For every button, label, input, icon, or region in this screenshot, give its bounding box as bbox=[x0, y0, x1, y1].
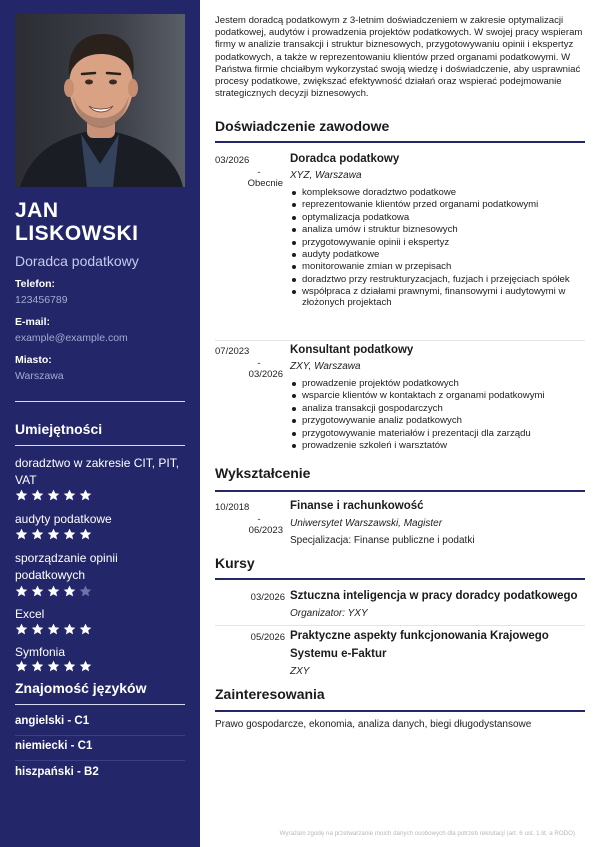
duty-item: prowadzenie szkoleń i warsztatów bbox=[290, 440, 585, 451]
skill-rating bbox=[15, 660, 92, 672]
star-filled-icon bbox=[31, 528, 44, 540]
date-separator: - bbox=[257, 166, 261, 178]
gdpr-consent-note: Wyrażam zgodę na przetwarzanie moich danych osobowych dla potrzeb rekrutacji (art. 6 ust. 1 lit. a RODO) bbox=[279, 830, 575, 837]
skills-heading-rule bbox=[15, 445, 185, 446]
skill-name: Excel bbox=[15, 607, 45, 621]
phone-value: 123456789 bbox=[15, 294, 68, 306]
sidebar-divider bbox=[15, 401, 185, 402]
job-duties bbox=[290, 187, 585, 310]
star-filled-icon bbox=[47, 528, 60, 540]
job-title: Doradca podatkowy bbox=[290, 153, 400, 165]
education-title: Finanse i rachunkowość bbox=[290, 500, 424, 512]
education-heading: Wykształcenie bbox=[215, 465, 311, 481]
job-duties bbox=[290, 378, 585, 452]
experience-heading: Doświadczenie zawodowe bbox=[215, 118, 390, 134]
language-divider bbox=[15, 735, 185, 736]
course-date: 05/2026 bbox=[250, 632, 285, 643]
course-title-line1: Praktyczne aspekty funkcjonowania Krajowego bbox=[290, 630, 549, 642]
languages-heading: Znajomość języków bbox=[15, 680, 147, 696]
profile-summary: Jestem doradcą podatkowym z 3-letnim doświadczeniem w zakresie optymalizacji podatkowej, audytów i prowadzenia projektów podatkowych. W swojej pracy wspieram firmy w analizie transakcji i struktur biznesowych, przygotowywaniu opinii i ekspertyz podatkowych, a także w reprezentowaniu klientów przed organami podatkowymi. W Państwa firmie chciałbym wykorzystać swoją wiedzę i doświadczenie, aby usprawniać procesy podatkowe, zwiększać efektywność działań oraz wspierać podejmowanie strategicznych decyzji biznesowych. bbox=[215, 15, 583, 100]
portrait-illustration bbox=[15, 14, 185, 187]
duty-item: optymalizacja podatkowa bbox=[290, 212, 585, 223]
date-from: 03/2026 bbox=[215, 155, 250, 166]
star-filled-icon bbox=[63, 585, 76, 597]
date-separator: - bbox=[257, 357, 261, 369]
duty-item: wsparcie klientów w kontaktach z organami podatkowymi bbox=[290, 390, 585, 401]
education-heading-rule bbox=[215, 490, 585, 492]
date-to: 03/2026 bbox=[248, 369, 283, 380]
education-school: Uniwersytet Warszawski, Magister bbox=[290, 518, 443, 529]
duty-item: analiza umów i struktur biznesowych bbox=[290, 224, 585, 235]
skill-name: Symfonia bbox=[15, 645, 66, 659]
last-name: LISKOWSKI bbox=[15, 222, 139, 245]
star-filled-icon bbox=[63, 528, 76, 540]
city-label: Miasto: bbox=[15, 354, 52, 366]
duty-item: monitorowanie zmian w przepisach bbox=[290, 261, 585, 272]
course-title: Sztuczna inteligencja w pracy doradcy podatkowego bbox=[290, 590, 578, 602]
sidebar bbox=[0, 0, 200, 847]
star-filled-icon bbox=[79, 489, 92, 501]
star-filled-icon bbox=[31, 623, 44, 635]
duty-item: reprezentowanie klientów przed organami podatkowymi bbox=[290, 199, 585, 210]
email-label: E-mail: bbox=[15, 316, 51, 328]
date-to: 06/2023 bbox=[248, 525, 283, 536]
profile-photo bbox=[15, 14, 185, 187]
skill-name: doradztwo w zakresie CIT, PIT, VAT bbox=[15, 456, 180, 487]
duty-item: prowadzenie projektów podatkowych bbox=[290, 378, 585, 389]
item-divider bbox=[215, 625, 585, 626]
job-date bbox=[215, 346, 283, 381]
courses-heading: Kursy bbox=[215, 555, 255, 571]
star-filled-icon bbox=[15, 528, 28, 540]
education-detail: Specjalizacja: Finanse publiczne i podatki bbox=[290, 535, 475, 546]
skills-heading: Umiejętności bbox=[15, 421, 103, 437]
language-item: hiszpański - B2 bbox=[15, 766, 99, 778]
education-date bbox=[215, 502, 283, 537]
course-organizer: Organizator: YXY bbox=[290, 608, 368, 619]
candidate-name bbox=[15, 199, 190, 245]
skill-name: sporządzanie opinii podatkowych bbox=[15, 551, 118, 582]
skill-rating bbox=[15, 585, 92, 597]
duty-item: przygotowywanie materiałów i prezentacji dla zarządu bbox=[290, 428, 585, 439]
email-value: example@example.com bbox=[15, 332, 128, 344]
interests-heading: Zainteresowania bbox=[215, 686, 325, 702]
job-title: Konsultant podatkowy bbox=[290, 344, 414, 356]
duty-item: doradztwo przy restrukturyzacjach, fuzjach i przejęciach spółek bbox=[290, 274, 585, 285]
star-filled-icon bbox=[15, 660, 28, 672]
duty-item: przygotowywanie opinii i ekspertyz bbox=[290, 237, 585, 248]
star-filled-icon bbox=[63, 660, 76, 672]
star-filled-icon bbox=[31, 585, 44, 597]
job-company: XYZ, Warszawa bbox=[290, 170, 362, 181]
language-item: niemiecki - C1 bbox=[15, 740, 93, 752]
skill-rating bbox=[15, 489, 92, 501]
phone-label: Telefon: bbox=[15, 278, 56, 290]
experience-heading-rule bbox=[215, 141, 585, 143]
skill-rating bbox=[15, 623, 92, 635]
star-filled-icon bbox=[31, 489, 44, 501]
duty-item: przygotowywanie analiz podatkowych bbox=[290, 415, 585, 426]
course-organizer: ZXY bbox=[290, 666, 310, 677]
interests-text: Prawo gospodarcze, ekonomia, analiza danych, biegi długodystansowe bbox=[215, 719, 532, 730]
language-item: angielski - C1 bbox=[15, 715, 90, 727]
star-filled-icon bbox=[15, 585, 28, 597]
star-filled-icon bbox=[47, 623, 60, 635]
interests-heading-rule bbox=[215, 710, 585, 712]
language-divider bbox=[15, 760, 185, 761]
star-filled-icon bbox=[15, 489, 28, 501]
duty-item: współpraca z działami prawnymi, finansowymi i audytowymi w złożonych projektach bbox=[290, 286, 585, 308]
first-name: JAN bbox=[15, 199, 59, 222]
skill-name: audyty podatkowe bbox=[15, 512, 112, 526]
star-filled-icon bbox=[79, 660, 92, 672]
date-separator: - bbox=[257, 513, 261, 525]
languages-heading-rule bbox=[15, 704, 185, 705]
job-title: Doradca podatkowy bbox=[15, 253, 139, 269]
star-empty-icon bbox=[79, 585, 92, 597]
course-date: 03/2026 bbox=[250, 592, 285, 603]
date-from: 10/2018 bbox=[215, 502, 250, 513]
star-filled-icon bbox=[31, 660, 44, 672]
date-from: 07/2023 bbox=[215, 346, 250, 357]
item-divider bbox=[215, 340, 585, 341]
job-company: ZXY, Warszawa bbox=[290, 361, 361, 372]
duty-item: kompleksowe doradztwo podatkowe bbox=[290, 187, 585, 198]
skill-rating bbox=[15, 528, 92, 540]
duty-item: audyty podatkowe bbox=[290, 249, 585, 260]
star-filled-icon bbox=[15, 623, 28, 635]
star-filled-icon bbox=[47, 585, 60, 597]
main-content bbox=[200, 0, 600, 847]
city-value: Warszawa bbox=[15, 370, 64, 382]
date-to: Obecnie bbox=[247, 178, 283, 189]
courses-heading-rule bbox=[215, 578, 585, 580]
job-date bbox=[215, 155, 283, 190]
star-filled-icon bbox=[63, 489, 76, 501]
star-filled-icon bbox=[47, 489, 60, 501]
duty-item: analiza transakcji gospodarczych bbox=[290, 403, 585, 414]
star-filled-icon bbox=[47, 660, 60, 672]
star-filled-icon bbox=[79, 623, 92, 635]
star-filled-icon bbox=[79, 528, 92, 540]
star-filled-icon bbox=[63, 623, 76, 635]
course-title-line2: Systemu e-Faktur bbox=[290, 648, 387, 660]
